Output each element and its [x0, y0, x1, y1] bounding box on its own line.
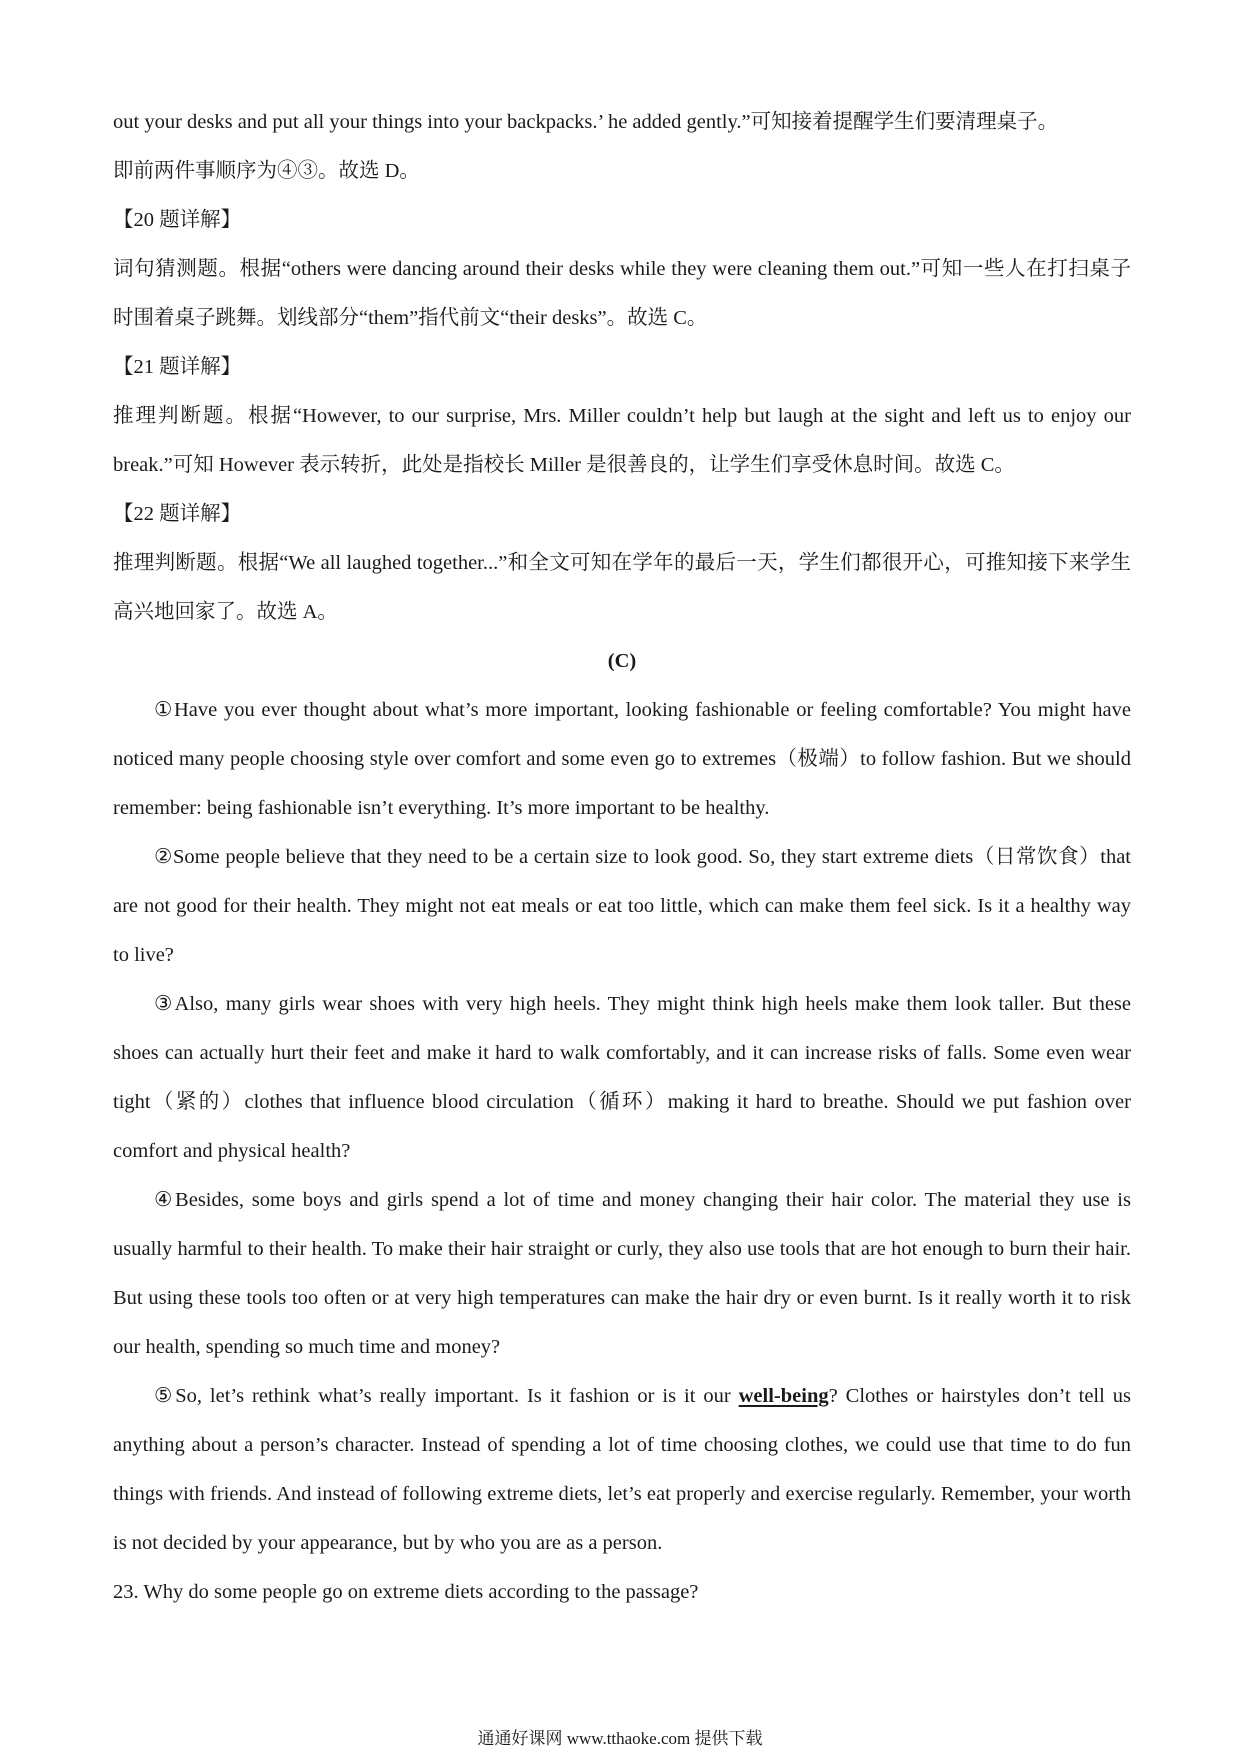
passage-paragraph-2: ②Some people believe that they need to be a certain size to look good. So, they start extreme diets（日常饮食）that are not good for their health. They might not eat meals or eat too little, which can make them feel sick. Is it a healthy way to live?	[113, 846, 1131, 966]
explanation-question-22: 推理判断题。根据“We all laughed together...”和全文可知在学年的最后一天，学生们都很开心，可推知接下来学生高兴地回家了。故选 A。	[113, 552, 1131, 623]
passage-paragraph-1: ①Have you ever thought about what’s more important, looking fashionable or feeling comfortable? You might have noticed many people choosing style over comfort and some even go to extremes（极端）to follow fashion. But we should remember: being fashionable isn’t everything. It’s more important to be healthy.	[113, 699, 1131, 819]
passage-title: (C)	[607, 650, 637, 672]
page-footer: 通通好课网 www.tthaoke.com 提供下载	[477, 1729, 763, 1748]
paragraph-5-start: ⑤So, let’s rethink what’s really important. Is it fashion or is it our	[154, 1385, 739, 1407]
explanation-line-19-answer: 即前两件事顺序为④③。故选 D。	[113, 160, 420, 182]
heading-question-20: 【20 题详解】	[113, 209, 242, 231]
paragraph-5-end: ? Clothes or hairstyles don’t tell us anything about a person’s character. Instead of spending a lot of time choosing clothes, we could use that time to do fun things with friends. And instead of following extreme diets, let’s eat properly and exercise regularly. Remember, your worth is not decided by your appearance, but by who you are as a person.	[113, 1385, 1132, 1554]
underlined-word-well-being: well-being	[738, 1385, 829, 1407]
explanation-question-21: 推理判断题。根据“However, to our surprise, Mrs. Miller couldn’t help but laugh at the sight and left us to enjoy our break.”可知 However 表示转折，此处是指校长 Miller 是很善良的，让学生们享受休息时间。故选 C。	[113, 405, 1131, 476]
passage-paragraph-4: ④Besides, some boys and girls spend a lot of time and money changing their hair color. The material they use is usually harmful to their health. To make their hair straight or curly, they also use tools that are hot enough to burn their hair. But using these tools too often or at very high temperatures can make the hair dry or even burnt. Is it really worth it to risk our health, spending so much time and money?	[113, 1189, 1131, 1358]
explanation-question-20: 词句猜测题。根据“others were dancing around their desks while they were cleaning them out.”可知一些人在打扫桌子时围着桌子跳舞。划线部分“them”指代前文“their desks”。故选 C。	[113, 258, 1131, 329]
passage-paragraph-3: ③Also, many girls wear shoes with very high heels. They might think high heels make them look taller. But these shoes can actually hurt their feet and make it hard to walk comfortably, and it can increase risks of falls. Some even wear tight（紧的）clothes that influence blood circulation（循环）making it hard to breathe. Should we put fashion over comfort and physical health?	[113, 993, 1131, 1162]
passage-paragraph-5	[113, 1372, 1131, 1568]
explanation-line-19-end: out your desks and put all your things into your backpacks.’ he added gently.”可知接着提醒学生们要清理桌子。	[113, 111, 1059, 133]
heading-question-21: 【21 题详解】	[113, 356, 242, 378]
heading-question-22: 【22 题详解】	[113, 503, 242, 525]
page-content	[113, 98, 1131, 1617]
question-23: 23. Why do some people go on extreme diets according to the passage?	[113, 1581, 699, 1603]
